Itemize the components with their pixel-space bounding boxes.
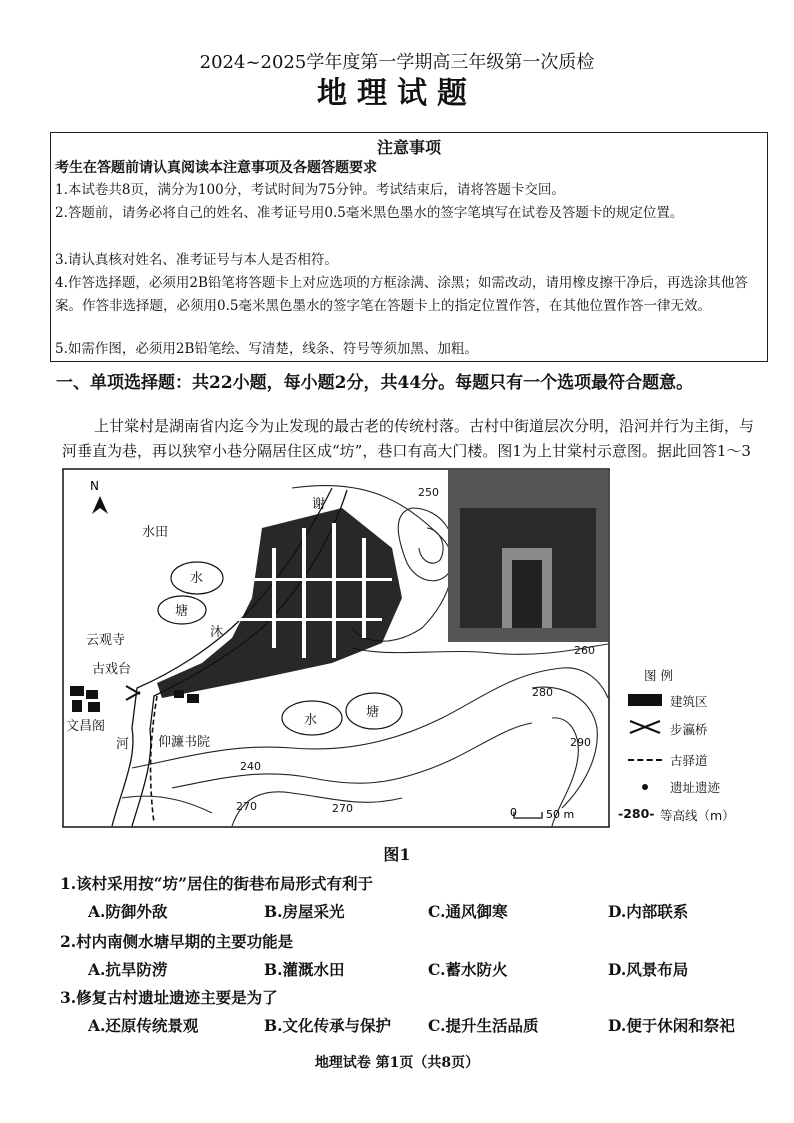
option: D.风景布局	[608, 960, 689, 979]
notice-item: 4.作答选择题，必须用2B铅笔将答题卡上对应选项的方框涂满、涂黑；如需改动，请用橡皮擦干净后，再选涂其他答案。作答非选择题，必须用0.5毫米黑色墨水的签字笔在答题卡上的指定位置作答，在其他位置作答一律无效。	[55, 275, 748, 314]
notice-lead: 考生在答题前请认真阅读本注意事项及各题答题要求	[55, 160, 377, 176]
option: A.还原传统景观	[88, 1016, 199, 1035]
legend-contour: 等高线（m）	[660, 808, 735, 823]
north-label: N	[90, 479, 99, 493]
bridge-icon	[628, 718, 662, 736]
option: C.通风御寒	[428, 902, 508, 921]
question-stem: 2.村内南侧水塘早期的主要功能是	[60, 932, 294, 951]
notice-item: 5.如需作图，必须用2B铅笔绘、写清楚，线条、符号等须加黑、加粗。	[55, 341, 478, 357]
legend-road: 古驿道	[670, 753, 708, 768]
option: B.文化传承与保护	[264, 1016, 391, 1035]
option: A.抗旱防涝	[88, 960, 168, 979]
contour-value: 250	[418, 486, 439, 499]
notice-title: 注意事项	[376, 138, 441, 157]
exam-title: 地理试题	[317, 76, 477, 111]
contour-value: 260	[574, 644, 595, 657]
label-pond: 水	[190, 571, 204, 586]
option: C.蓄水防火	[428, 960, 508, 979]
label-pond: 水	[304, 713, 318, 728]
contour-value: 290	[570, 736, 591, 749]
label-stage: 古戏台	[92, 662, 132, 677]
contour-value: 280	[532, 686, 553, 699]
option: C.提升生活品质	[428, 1016, 539, 1035]
map-legend	[618, 662, 768, 832]
label-river: 河	[116, 737, 130, 752]
contour-value: 270	[236, 800, 257, 813]
legend-site: 遗址遗迹	[670, 780, 721, 795]
site-dot-icon	[642, 784, 648, 790]
section-heading: 一、单项选择题：共22小题，每小题2分，共44分。每题只有一个选项最符合题意。	[56, 373, 694, 393]
contour-value: 270	[332, 802, 353, 815]
gate-photo	[512, 560, 542, 628]
notice-item: 1.本试卷共8页，满分为100分，考试时间为75分钟。考试结束后，请将答题卡交回。	[55, 182, 565, 198]
notice-item: 3.请认真核对姓名、准考证号与本人是否相符。	[55, 252, 338, 268]
notice-box	[50, 132, 768, 362]
scale-distance: 50 m	[546, 808, 575, 821]
notice-item: 2.答题前，请务必将自己的姓名、准考证号用0.5毫米黑色墨水的签字笔填写在试卷及答题卡的规定位置。	[55, 205, 684, 221]
option: A.防御外敌	[88, 902, 168, 921]
page-footer: 地理试卷 第1页（共8页）	[314, 1055, 480, 1071]
option: B.灌溉水田	[264, 960, 345, 979]
legend-building: 建筑区	[670, 694, 708, 709]
label-pavilion: 文昌阁	[66, 719, 106, 734]
legend-title: 图 例	[644, 668, 673, 683]
legend-contour-value: -280-	[618, 806, 655, 821]
option: B.房屋采光	[264, 902, 345, 921]
legend-bridge: 步瀛桥	[670, 722, 708, 737]
label-pond: 塘	[366, 705, 380, 720]
label-river: 谢	[312, 497, 326, 512]
question-stem: 1.该村采用按“坊”居住的街巷布局形式有利于	[60, 874, 374, 893]
label-paddy: 水田	[142, 525, 169, 540]
figure-caption: 图1	[383, 845, 411, 864]
village-map	[62, 468, 610, 828]
section-intro: 上甘棠村是湖南省内迄今为止发现的最古老的传统村落。古村中街道层次分明，沿河并行为主街，与河垂直为巷，再以狭窄小巷分隔居住区成“坊”，巷口有高大门楼。图1为上甘棠村示意图。据此回答1～3	[62, 417, 755, 460]
question-stem: 3.修复古村遗址遗迹主要是为了	[60, 988, 278, 1007]
label-river: 沐	[210, 625, 224, 640]
scale-zero: 0	[510, 806, 517, 819]
label-pond: 塘	[175, 604, 189, 619]
label-academy: 仰濂书院	[158, 735, 211, 750]
option: D.内部联系	[608, 902, 689, 921]
option: D.便于休闲和祭祀	[608, 1016, 735, 1035]
building-swatch	[628, 694, 662, 706]
exam-subtitle: 2024~2025学年度第一学期高三年级第一次质检	[199, 52, 595, 73]
label-temple: 云观寺	[86, 633, 126, 648]
contour-value: 240	[240, 760, 261, 773]
road-swatch	[628, 759, 662, 761]
